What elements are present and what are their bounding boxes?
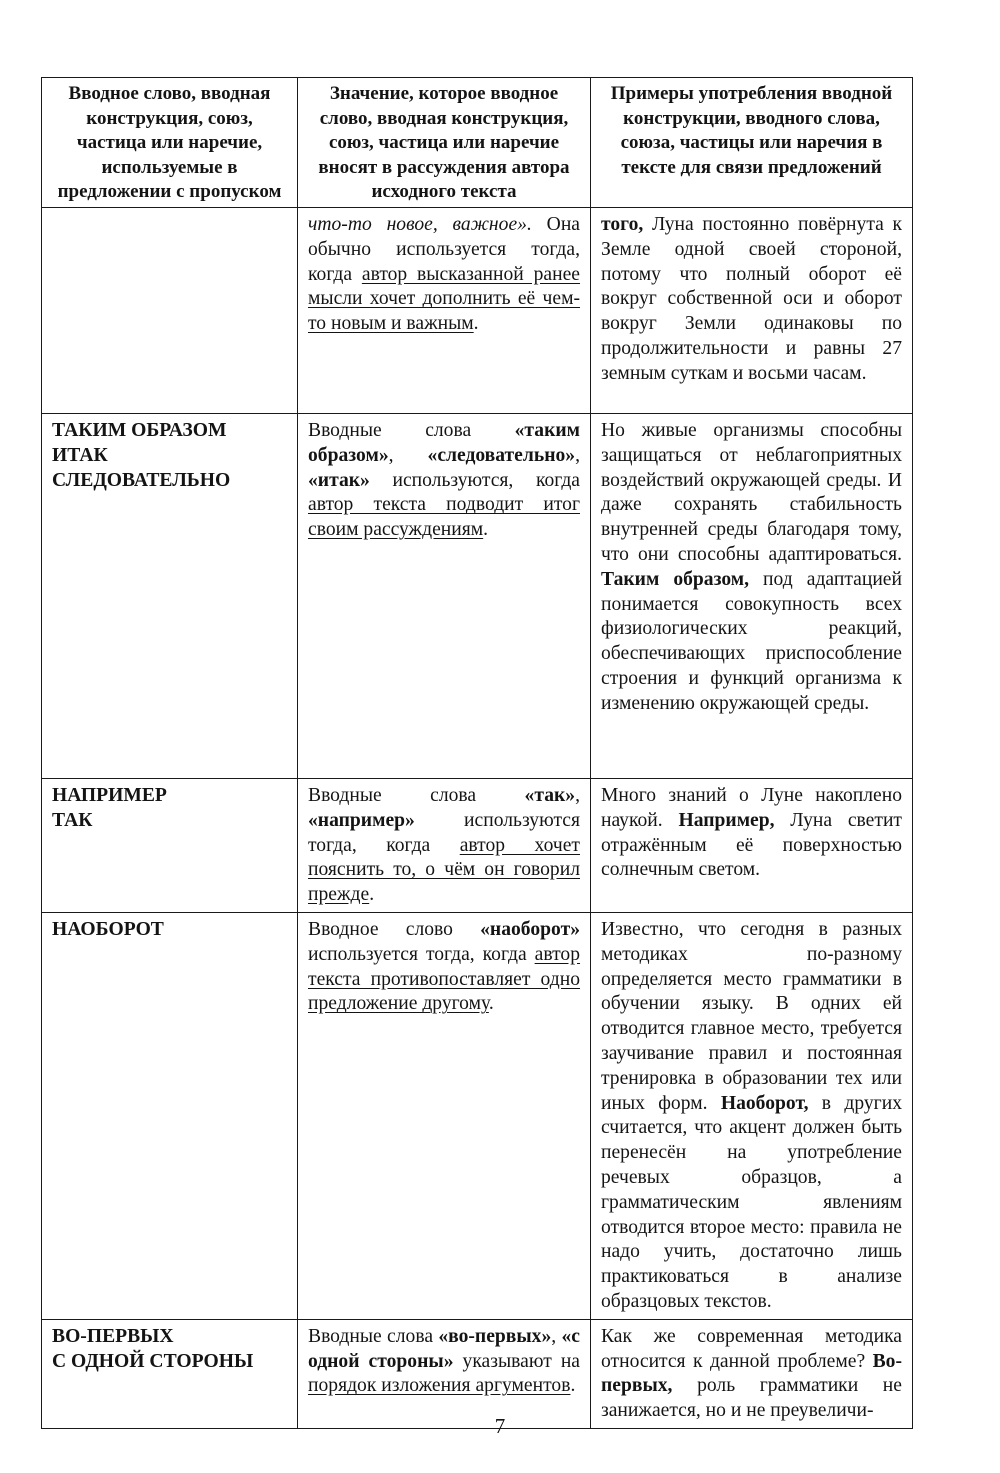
meaning-bold: «так» <box>524 784 576 806</box>
meaning-text: , <box>575 444 580 466</box>
header-cell-example: Примеры употребления вводной конструкции, вводного слова, союза, частицы или наречия в тексте для связи предложений <box>591 78 913 208</box>
table-row <box>42 1319 913 1428</box>
example-text: Известно, что сегодня в разных методиках по-разному определяется место грамматики в обучении языку. В одних ей отводится главное место, требуется заучивание правил и постоянная тренировка в образовании тех или иных форм. <box>601 918 902 1114</box>
meaning-underlined: автор текста противопоставляет одно предложение другому <box>308 943 580 1015</box>
example-text: в других считается, что акцент должен быть перенесён на употребление речевых образцов, а грамматическим явлениям отводится второе место: правила не надо учить, достаточно лишь практиковаться в анализе образцовых текстов. <box>601 1092 902 1312</box>
meaning-text: Вводное слово <box>308 918 481 940</box>
meaning-cell <box>298 1319 591 1428</box>
meaning-tail: . <box>369 884 375 906</box>
meaning-text: , <box>551 1325 562 1347</box>
example-bold: Например, <box>678 809 775 831</box>
example-bold: того, <box>601 213 644 235</box>
keyword: СЛЕДОВАТЕЛЬНО <box>52 469 231 491</box>
table-row <box>42 912 913 1319</box>
example-bold: Во-первых, <box>601 1350 902 1397</box>
meaning-tail: . <box>570 1375 576 1397</box>
meaning-text: указывают на <box>453 1350 581 1372</box>
meaning-tail: . <box>473 313 479 335</box>
header-cell-keyword: Вводное слово, вводная конструкция, союз, частица или наречие, используемые в предложении с пропуском <box>42 78 298 208</box>
example-text: роль грамматики не занижается, но и не преувеличи- <box>601 1375 902 1422</box>
meaning-text: , <box>575 784 580 806</box>
table-header-row <box>42 78 913 208</box>
table-row <box>42 413 913 778</box>
header-cell-meaning: Значение, которое вводное слово, вводная конструкция, союз, частица или наречие вносят в рассуждения автора исходного текста <box>298 78 591 208</box>
table-row <box>42 207 913 413</box>
meaning-text: используются, когда <box>369 469 580 491</box>
example-bold: Наоборот, <box>720 1092 809 1114</box>
page-number: 7 <box>494 1414 506 1438</box>
example-cell <box>591 912 913 1319</box>
meaning-cell <box>298 912 591 1319</box>
meaning-underlined: автор хочет пояснить то, о чём он говорил прежде <box>308 834 580 906</box>
meaning-cell <box>298 778 591 912</box>
meaning-bold: «следовательно» <box>427 444 576 466</box>
meaning-underlined: автор текста подводит итог своим рассуждениям <box>308 494 580 541</box>
meaning-text: Она обычно используется тогда, когда <box>308 213 581 285</box>
example-cell <box>591 413 913 778</box>
keyword: НАПРИМЕР <box>52 784 167 806</box>
meaning-text: Вводные слова <box>308 1325 439 1347</box>
keyword-cell <box>42 778 298 912</box>
meaning-text: используется тогда, когда <box>308 943 535 965</box>
meaning-bold: «например» <box>308 809 415 831</box>
meaning-tail: . <box>488 993 494 1015</box>
keyword: С ОДНОЙ СТОРОНЫ <box>52 1350 254 1372</box>
keyword-cell <box>42 413 298 778</box>
keyword: ТАКИМ ОБРАЗОМ <box>52 419 227 441</box>
example-text: Луна светит отражённым её поверхностью солнечным светом. <box>601 809 902 881</box>
keyword-cell <box>42 207 298 413</box>
meaning-underlined: порядок изложения аргументов <box>308 1375 571 1397</box>
meaning-text: , <box>388 444 428 466</box>
keyword-cell <box>42 912 298 1319</box>
meaning-bold: «итак» <box>308 469 370 491</box>
keyword: ИТАК <box>52 444 108 466</box>
example-text: Но живые организмы способны защищаться от неблагоприятных воздействий окружающей среды. И даже сохранять стабильность внутренней среды благодаря тому, что они способны адаптироваться. <box>601 419 902 565</box>
example-cell <box>591 1319 913 1428</box>
reference-table <box>41 77 913 1429</box>
example-cell <box>591 778 913 912</box>
meaning-bold: «таким образом» <box>308 419 580 466</box>
meaning-cell <box>298 207 591 413</box>
example-text: Много знаний о Луне накоплено наукой. <box>601 784 902 831</box>
example-text: Как же современная методика относится к данной проблеме? <box>601 1325 902 1372</box>
meaning-italic: что-то новое, важное». <box>308 213 532 235</box>
meaning-bold: «с одной стороны» <box>308 1325 580 1372</box>
meaning-tail: . <box>483 519 489 541</box>
meaning-text: Вводные слова <box>308 419 515 441</box>
example-bold: Таким образом, <box>601 568 750 590</box>
keyword: ВО-ПЕРВЫХ <box>52 1325 174 1347</box>
table-row <box>42 778 913 912</box>
meaning-text: используются тогда, когда <box>308 809 580 856</box>
meaning-underlined: автор высказанной ранее мысли хочет дополнить её чем-то новым и важным <box>308 263 580 335</box>
meaning-text: Вводные слова <box>308 784 525 806</box>
keyword-cell <box>42 1319 298 1428</box>
keyword: ТАК <box>52 809 93 831</box>
meaning-cell <box>298 413 591 778</box>
example-text: под адаптацией понимается совокупность всех физиологических реакций, обеспечивающих приспособление строения и функций организма к изменению окружающей среды. <box>601 568 902 714</box>
meaning-bold: «наоборот» <box>480 918 580 940</box>
keyword: НАОБОРОТ <box>52 918 164 940</box>
meaning-bold: «во-первых» <box>438 1325 552 1347</box>
example-cell <box>591 207 913 413</box>
example-text: Луна постоянно повёрнута к Земле одной своей стороной, потому что полный оборот её вокруг собственной оси и оборот вокруг Земли одинаковы по продолжительности и равны 27 земным суткам и восьми часам. <box>601 213 902 384</box>
